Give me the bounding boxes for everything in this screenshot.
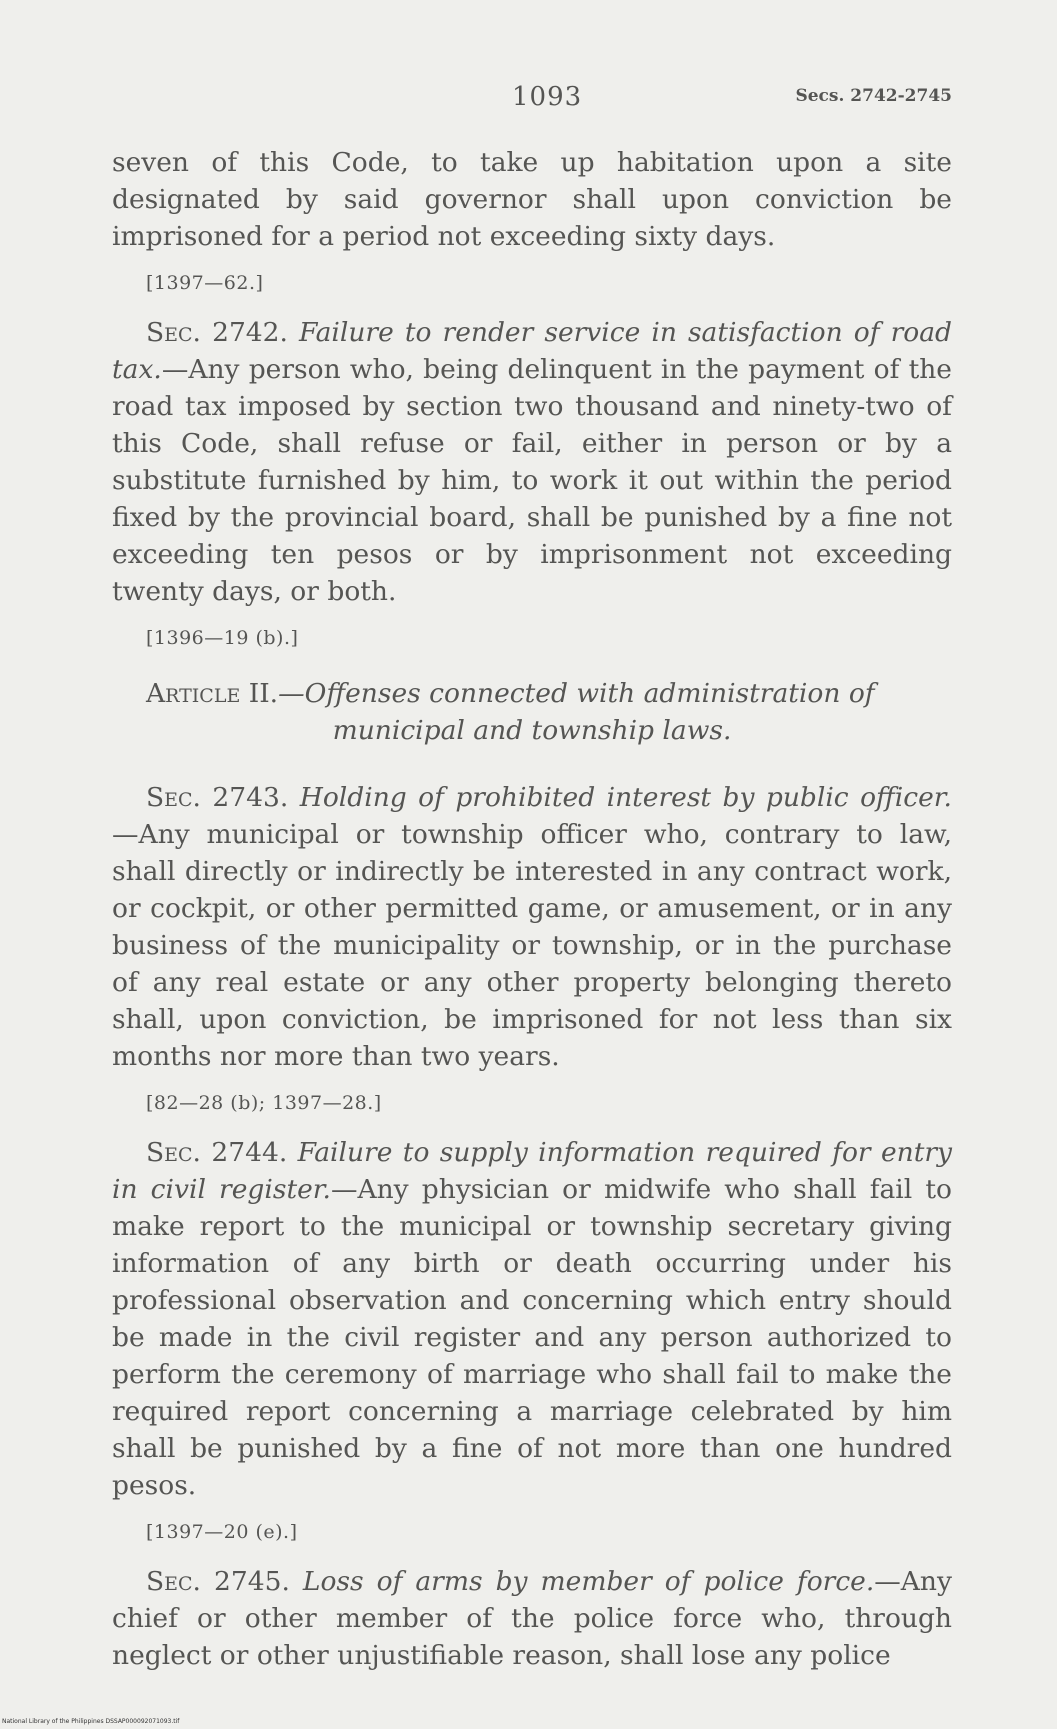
citation: [1396—19 (b).] — [146, 627, 299, 649]
section-body: —Any municipal or township officer who, contrary to law, shall directly or indirectly be interested in any contract work, or cockpit, or other permitted game, or amusement, or in any business of the municipality or township, or in the purchase of any real estate or any other property belonging thereto shall, upon conviction, be imprisoned for not less than six months nor more than two years. — [112, 819, 952, 1072]
section-label: Sec. — [146, 782, 201, 813]
citation: [82—28 (b); 1397—28.] — [146, 1092, 382, 1114]
section-range: Secs. 2742-2745 — [795, 86, 952, 106]
section-2743 — [112, 779, 952, 1075]
section-title: Failure to render service in satisfaction of road tax. — [112, 317, 952, 385]
section-number: 2745. — [214, 1566, 290, 1597]
article-label: Article II. — [146, 678, 279, 709]
section-body: —Any physician or midwife who shall fail to make report to the municipal or township secretary giving information of any birth or death occurring under his professional observation and concerning which entry should be made in the civil register and any person authorized to perform the ceremony of marriage who shall fail to make the required report concerning a marriage celebrated by him shall be punished by a fine of not more than one hundred pesos. — [112, 1174, 952, 1501]
section-number: 2742. — [212, 317, 288, 348]
page-number: 1093 — [512, 82, 583, 112]
page-body — [112, 144, 952, 1674]
page-header — [112, 82, 952, 118]
section-number: 2743. — [212, 782, 289, 813]
section-2742 — [112, 314, 952, 610]
section-body: —Any chief or other member of the police force who, through neglect or other unjustifiable reason, shall lose any police — [112, 1566, 952, 1671]
section-2744 — [112, 1134, 952, 1504]
section-label: Sec. — [146, 317, 201, 348]
citation: [1397—62.] — [146, 272, 264, 294]
section-number: 2744. — [211, 1137, 288, 1168]
section-title: Holding of prohibited interest by public officer. — [299, 782, 952, 813]
article-title-line2: municipal and township laws. — [332, 715, 732, 746]
section-label: Sec. — [146, 1566, 201, 1597]
section-title: Failure to supply information required for entry in civil register. — [112, 1137, 952, 1205]
section-label: Sec. — [146, 1137, 201, 1168]
article-title-line1: —Offenses connected with administration of — [278, 678, 875, 709]
scan-footer: National Library of the Philippines DSSAP000092071093.tif — [2, 1718, 180, 1725]
section-2745 — [112, 1563, 952, 1674]
continuation-paragraph: seven of this Code, to take up habitation upon a site designated by said governor shall upon conviction be imprisoned for a period not exceeding sixty days. — [112, 147, 952, 252]
section-title: Loss of arms by member of police force. — [302, 1566, 875, 1597]
section-body: —Any person who, being delinquent in the payment of the road tax imposed by section two thousand and ninety-two of this Code, shall refuse or fail, either in person or by a substitute furnished by him, to work it out within the period fixed by the provincial board, shall be punished by a fine not exceeding ten pesos or by imprisonment not exceeding twenty days, or both. — [112, 354, 952, 607]
citation: [1397—20 (e).] — [146, 1521, 298, 1543]
article-heading — [112, 675, 952, 749]
